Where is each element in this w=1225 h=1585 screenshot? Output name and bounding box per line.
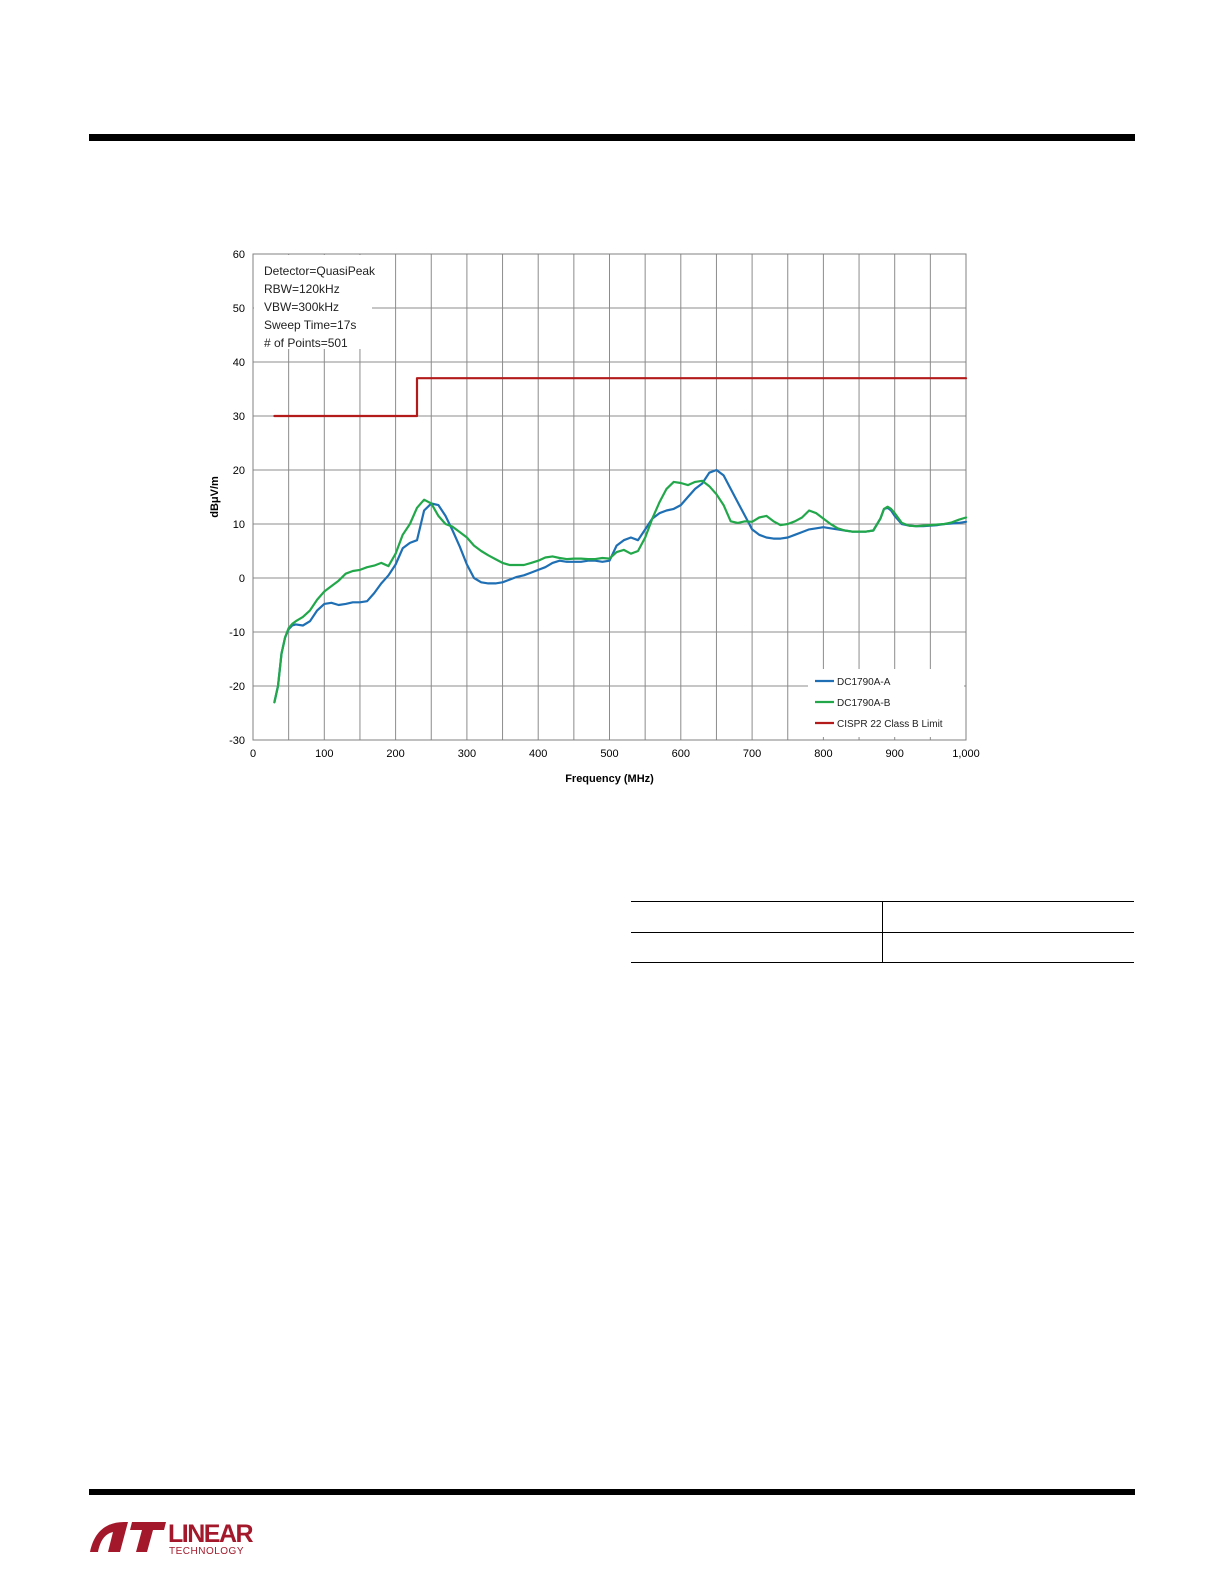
y-tick-label: -30 xyxy=(229,735,245,747)
x-tick-label: 0 xyxy=(249,748,257,760)
settings-annotation xyxy=(254,255,376,350)
svg-text:LINEAR: LINEAR xyxy=(168,1520,253,1548)
x-tick-label: 200 xyxy=(386,748,405,760)
x-tick-label: 700 xyxy=(742,748,762,760)
series-group xyxy=(274,378,966,702)
y-tick-label: 50 xyxy=(232,303,245,315)
x-tick-label: 900 xyxy=(885,748,904,760)
footer-rule xyxy=(89,1489,1135,1495)
y-tick-label: 0 xyxy=(238,573,245,585)
series-line-dc1790a-b xyxy=(274,481,966,702)
x-tick-label: 300 xyxy=(457,748,477,760)
annotation-line: # of Points=501 xyxy=(264,336,348,350)
y-axis-label: dBμV/m xyxy=(209,476,221,518)
x-tick-label: 600 xyxy=(671,748,690,760)
legend-label: DC1790A-A xyxy=(837,677,891,688)
series-line-cispr-22-class-b-limit xyxy=(274,378,966,416)
chart-legend xyxy=(808,669,964,737)
blank-table xyxy=(631,901,1134,963)
y-tick-label: 20 xyxy=(232,465,245,477)
y-tick-labels xyxy=(229,249,245,747)
annotation-line: VBW=300kHz xyxy=(264,300,340,314)
y-tick-label: -10 xyxy=(229,627,245,639)
annotation-line: Detector=QuasiPeak xyxy=(264,264,376,278)
x-tick-labels xyxy=(250,748,980,760)
y-tick-label: 30 xyxy=(232,411,245,423)
x-tick-label: 400 xyxy=(529,748,548,760)
y-tick-label: 40 xyxy=(232,357,245,369)
y-tick-label: 10 xyxy=(232,519,245,531)
legend-label: CISPR 22 Class B Limit xyxy=(837,719,943,730)
x-tick-label: 800 xyxy=(814,748,833,760)
x-axis-label: Frequency (MHz) xyxy=(565,773,654,785)
y-tick-label: -20 xyxy=(229,681,245,693)
linear-technology-logo xyxy=(88,1512,263,1558)
y-tick-label: 60 xyxy=(232,249,245,261)
series-line-dc1790a-a xyxy=(274,470,966,702)
legend-label: DC1790A-B xyxy=(837,698,891,709)
svg-text:TECHNOLOGY: TECHNOLOGY xyxy=(169,1546,245,1557)
annotation-line: Sweep Time=17s xyxy=(264,318,357,332)
table-column-divider xyxy=(882,901,883,963)
x-tick-label: 1,000 xyxy=(952,748,980,760)
x-tick-label: 500 xyxy=(600,748,619,760)
annotation-line: RBW=120kHz xyxy=(264,282,340,296)
x-tick-label: 100 xyxy=(315,748,334,760)
